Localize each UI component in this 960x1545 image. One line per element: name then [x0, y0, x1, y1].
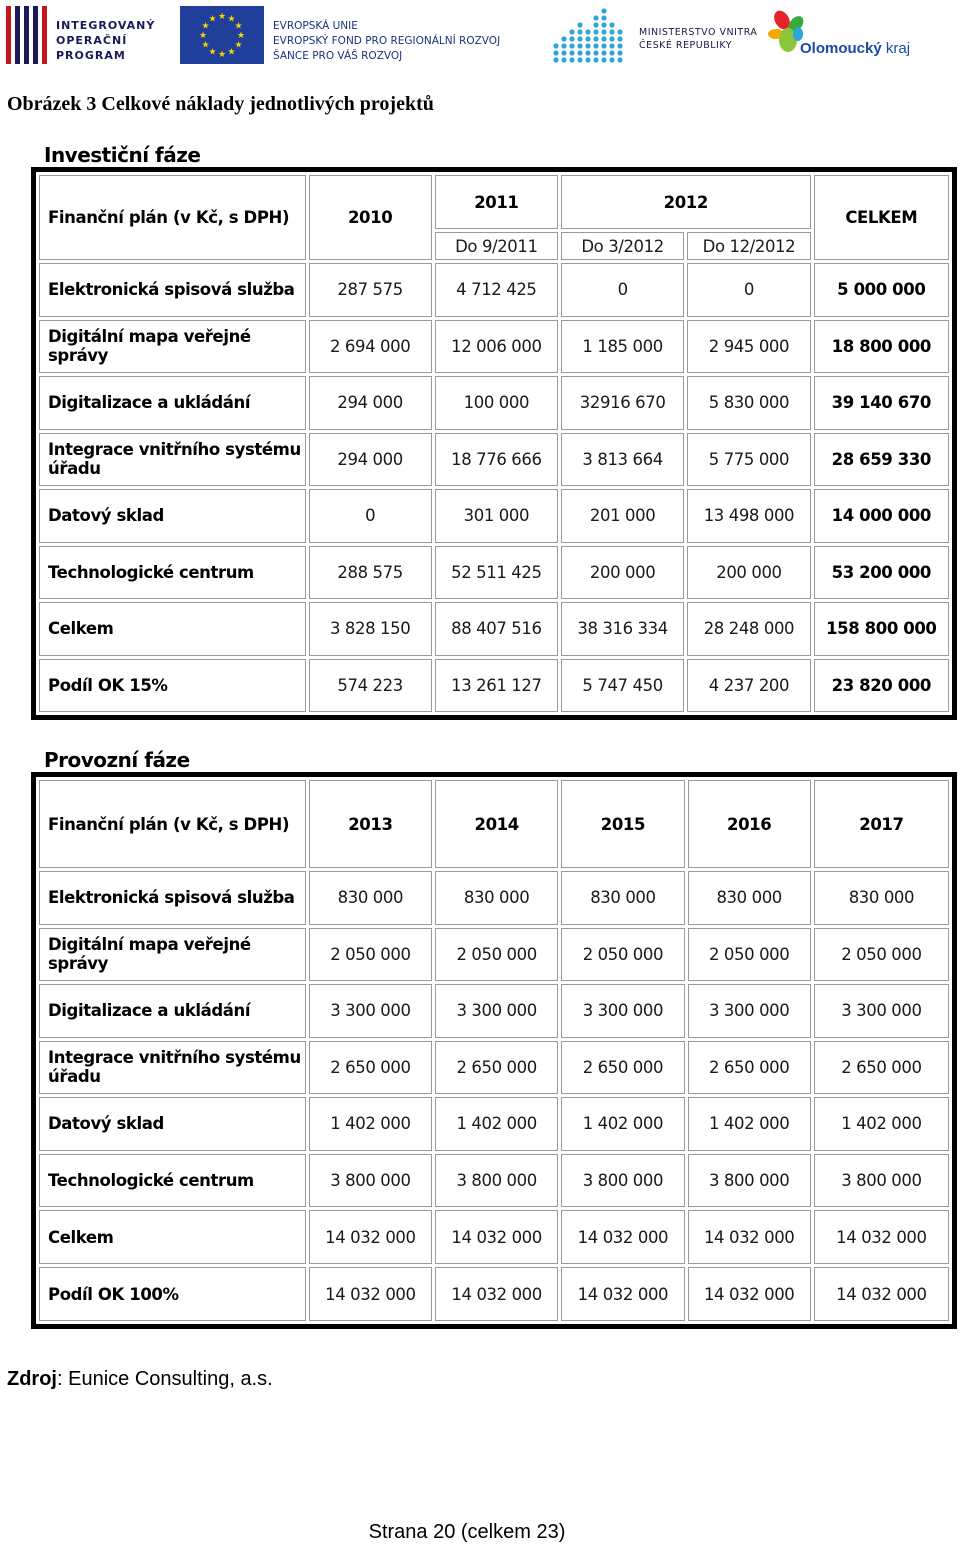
- value-cell: 2 650 000: [814, 1041, 949, 1095]
- period-header: Do 3/2012: [561, 232, 684, 260]
- value-cell: 287 575: [309, 263, 432, 317]
- mv-dot-icon: [617, 50, 622, 55]
- mv-dot-icon: [561, 43, 566, 48]
- mv-dots-icon: [552, 6, 628, 64]
- value-cell: 3 800 000: [814, 1154, 949, 1208]
- row-label: Datový sklad: [39, 1097, 306, 1151]
- value-cell: 1 402 000: [814, 1097, 949, 1151]
- mv-dot-icon: [593, 50, 598, 55]
- figure-caption: Obrázek 3 Celkové náklady jednotlivých projektů: [7, 93, 434, 115]
- value-cell: 52 511 425: [435, 546, 558, 600]
- table-row: [39, 546, 949, 600]
- header-logos: [0, 0, 960, 70]
- mv-dot-icon: [601, 22, 606, 27]
- value-cell: 3 300 000: [561, 984, 684, 1038]
- mv-logo-line: ČESKÉ REPUBLIKY: [639, 40, 733, 51]
- mv-dot-icon: [585, 29, 590, 34]
- total-cell: 39 140 670: [814, 376, 949, 430]
- mv-dot-icon: [577, 57, 582, 62]
- mv-dot-icon: [593, 22, 598, 27]
- total-cell: 5 000 000: [814, 263, 949, 317]
- mv-dot-icon: [617, 57, 622, 62]
- mv-dot-icon: [569, 29, 574, 34]
- source-note: [7, 1368, 273, 1391]
- mv-dot-icon: [601, 36, 606, 41]
- value-cell: 2 050 000: [814, 928, 949, 982]
- value-cell: 14 032 000: [561, 1267, 684, 1321]
- value-cell: 830 000: [814, 871, 949, 925]
- mv-dot-icon: [577, 50, 582, 55]
- eu-star-icon: ★: [234, 20, 243, 31]
- eu-star-icon: ★: [201, 20, 210, 31]
- table-row: [39, 376, 949, 430]
- value-cell: 0: [309, 489, 432, 543]
- summary-row: [39, 659, 949, 713]
- mv-dot-icon: [601, 8, 606, 13]
- value-cell: 830 000: [688, 871, 811, 925]
- row-label: Datový sklad: [39, 489, 306, 543]
- value-cell: 4 712 425: [435, 263, 558, 317]
- period-header: Do 12/2012: [687, 232, 810, 260]
- value-cell: 5 775 000: [687, 433, 810, 487]
- eu-flag-icon: [180, 6, 264, 64]
- value-cell: 13 261 127: [435, 659, 558, 713]
- mv-dot-icon: [553, 43, 558, 48]
- eu-star-icon: ★: [198, 30, 208, 40]
- value-cell: 2 650 000: [435, 1041, 558, 1095]
- row-label: Digitalizace a ukládání: [39, 984, 306, 1038]
- value-cell: 1 402 000: [435, 1097, 558, 1151]
- mv-dot-icon: [593, 36, 598, 41]
- mv-dot-icon: [609, 57, 614, 62]
- page-footer: Strana 20 (celkem 23): [368, 1521, 566, 1543]
- total-cell: 14 000 000: [814, 489, 949, 543]
- mv-dot-icon: [577, 43, 582, 48]
- operating-table: [31, 772, 957, 1329]
- value-cell: 2 694 000: [309, 320, 432, 374]
- mv-dot-icon: [593, 15, 598, 20]
- mv-dot-icon: [585, 50, 590, 55]
- mv-dot-icon: [585, 57, 590, 62]
- mv-dot-icon: [617, 29, 622, 34]
- value-cell: 88 407 516: [435, 602, 558, 656]
- table-row: [39, 1154, 949, 1208]
- value-cell: 830 000: [561, 871, 684, 925]
- value-cell: 200 000: [561, 546, 684, 600]
- eu-logo-line: ŠANCE PRO VÁŠ ROZVOJ: [273, 50, 403, 62]
- mv-dot-icon: [601, 29, 606, 34]
- value-cell: 1 402 000: [688, 1097, 811, 1151]
- eu-logo-line: EVROPSKÝ FOND PRO REGIONÁLNÍ ROZVOJ: [273, 35, 501, 47]
- value-cell: 201 000: [561, 489, 684, 543]
- source-text: : Eunice Consulting, a.s.: [57, 1368, 273, 1390]
- investment-phase-title: Investiční fáze: [44, 143, 201, 167]
- summary-row: [39, 1210, 949, 1264]
- eu-star-icon: ★: [217, 49, 227, 59]
- value-cell: 14 032 000: [688, 1267, 811, 1321]
- mv-dot-icon: [609, 50, 614, 55]
- operating-phase-title: Provozní fáze: [44, 748, 190, 772]
- value-cell: 3 800 000: [688, 1154, 811, 1208]
- value-cell: 38 316 334: [561, 602, 684, 656]
- value-cell: 18 776 666: [435, 433, 558, 487]
- mv-logo-line: MINISTERSTVO VNITRA: [639, 27, 758, 38]
- value-cell: 3 828 150: [309, 602, 432, 656]
- table-row: [39, 1041, 949, 1095]
- mv-dot-icon: [601, 50, 606, 55]
- finance-plan-header: Finanční plán (v Kč, s DPH): [39, 780, 306, 868]
- mv-dot-icon: [609, 29, 614, 34]
- value-cell: 2 050 000: [688, 928, 811, 982]
- table-row: [39, 928, 949, 982]
- value-cell: 294 000: [309, 433, 432, 487]
- value-cell: 14 032 000: [435, 1267, 558, 1321]
- mv-dot-icon: [577, 29, 582, 34]
- eu-star-icon: ★: [208, 46, 217, 57]
- year-header: 2017: [814, 780, 949, 868]
- value-cell: 3 813 664: [561, 433, 684, 487]
- value-cell: 0: [687, 263, 810, 317]
- total-cell: 18 800 000: [814, 320, 949, 374]
- value-cell: 5 830 000: [687, 376, 810, 430]
- mv-dot-icon: [569, 50, 574, 55]
- value-cell: 2 650 000: [309, 1041, 432, 1095]
- total-header: CELKEM: [814, 175, 949, 260]
- value-cell: 12 006 000: [435, 320, 558, 374]
- year-header: 2014: [435, 780, 558, 868]
- table-row: [39, 984, 949, 1038]
- source-label: Zdroj: [7, 1368, 57, 1390]
- value-cell: 5 747 450: [561, 659, 684, 713]
- value-cell: 14 032 000: [309, 1210, 432, 1264]
- value-cell: 100 000: [435, 376, 558, 430]
- value-cell: 288 575: [309, 546, 432, 600]
- value-cell: 14 032 000: [435, 1210, 558, 1264]
- value-cell: 2 050 000: [309, 928, 432, 982]
- value-cell: 301 000: [435, 489, 558, 543]
- eu-star-icon: ★: [227, 46, 236, 57]
- total-cell: 158 800 000: [814, 602, 949, 656]
- mv-dot-icon: [601, 43, 606, 48]
- mv-dot-icon: [561, 57, 566, 62]
- value-cell: 0: [561, 263, 684, 317]
- table-row: [39, 1097, 949, 1151]
- summary-row: [39, 1267, 949, 1321]
- total-cell: 23 820 000: [814, 659, 949, 713]
- mv-dot-icon: [561, 36, 566, 41]
- mv-dot-icon: [577, 22, 582, 27]
- olomouc-region-logo: [768, 10, 928, 64]
- iop-logo: [6, 6, 156, 64]
- row-label: Digitální mapa veřejné správy: [39, 320, 306, 374]
- mv-dot-icon: [617, 36, 622, 41]
- value-cell: 2 650 000: [561, 1041, 684, 1095]
- mv-dot-icon: [561, 50, 566, 55]
- mv-dot-icon: [601, 15, 606, 20]
- year-header: 2015: [561, 780, 684, 868]
- year-header: 2010: [309, 175, 432, 260]
- mv-dot-icon: [593, 29, 598, 34]
- finance-plan-header: Finanční plán (v Kč, s DPH): [39, 175, 306, 260]
- eu-logo: [180, 6, 516, 64]
- row-label: Digitalizace a ukládání: [39, 376, 306, 430]
- table-row: [39, 433, 949, 487]
- mv-dot-icon: [585, 36, 590, 41]
- summary-row: [39, 602, 949, 656]
- mv-dot-icon: [593, 43, 598, 48]
- iop-logo-line: OPERAČNÍ: [56, 34, 128, 47]
- value-cell: 14 032 000: [814, 1267, 949, 1321]
- value-cell: 3 300 000: [688, 984, 811, 1038]
- value-cell: 32916 670: [561, 376, 684, 430]
- row-label: Technologické centrum: [39, 1154, 306, 1208]
- year-header: 2013: [309, 780, 432, 868]
- mv-dot-icon: [609, 36, 614, 41]
- table-row: [39, 871, 949, 925]
- table-row: [39, 263, 949, 317]
- value-cell: 294 000: [309, 376, 432, 430]
- mv-dot-icon: [577, 36, 582, 41]
- value-cell: 574 223: [309, 659, 432, 713]
- value-cell: 200 000: [687, 546, 810, 600]
- value-cell: 3 800 000: [435, 1154, 558, 1208]
- olomouc-logo-bold: Olomoucký: [800, 40, 882, 57]
- row-label: Digitální mapa veřejné správy: [39, 928, 306, 982]
- eu-star-icon: ★: [236, 30, 246, 40]
- eu-star-icon: ★: [227, 13, 236, 24]
- value-cell: 14 032 000: [688, 1210, 811, 1264]
- row-label: Podíl OK 100%: [39, 1267, 306, 1321]
- eu-star-icon: ★: [208, 13, 217, 24]
- investment-table: [31, 167, 957, 720]
- value-cell: 13 498 000: [687, 489, 810, 543]
- eu-star-icon: ★: [201, 39, 210, 50]
- mv-dot-icon: [569, 43, 574, 48]
- mv-dot-icon: [601, 57, 606, 62]
- value-cell: 830 000: [309, 871, 432, 925]
- value-cell: 2 650 000: [688, 1041, 811, 1095]
- value-cell: 3 300 000: [814, 984, 949, 1038]
- value-cell: 1 402 000: [309, 1097, 432, 1151]
- row-label: Integrace vnitřního systému úřadu: [39, 1041, 306, 1095]
- eu-star-icon: ★: [217, 11, 227, 21]
- eu-star-icon: ★: [234, 39, 243, 50]
- value-cell: 2 050 000: [435, 928, 558, 982]
- value-cell: 28 248 000: [687, 602, 810, 656]
- value-cell: 3 800 000: [309, 1154, 432, 1208]
- row-label: Celkem: [39, 1210, 306, 1264]
- table-row: [39, 489, 949, 543]
- year-header: 2016: [688, 780, 811, 868]
- row-label: Integrace vnitřního systému úřadu: [39, 433, 306, 487]
- value-cell: 3 300 000: [309, 984, 432, 1038]
- period-header: Do 9/2011: [435, 232, 558, 260]
- mv-dot-icon: [569, 36, 574, 41]
- total-cell: 53 200 000: [814, 546, 949, 600]
- row-label: Elektronická spisová služba: [39, 263, 306, 317]
- iop-logo-line: PROGRAM: [56, 49, 126, 62]
- value-cell: 3 800 000: [561, 1154, 684, 1208]
- value-cell: 14 032 000: [814, 1210, 949, 1264]
- mv-dot-icon: [617, 43, 622, 48]
- eu-logo-line: EVROPSKÁ UNIE: [273, 20, 358, 32]
- mv-dot-icon: [553, 50, 558, 55]
- value-cell: 14 032 000: [309, 1267, 432, 1321]
- mv-dot-icon: [569, 57, 574, 62]
- value-cell: 830 000: [435, 871, 558, 925]
- mv-dot-icon: [609, 43, 614, 48]
- mv-dot-icon: [553, 57, 558, 62]
- total-cell: 28 659 330: [814, 433, 949, 487]
- year-header: 2012: [561, 175, 811, 229]
- row-label: Celkem: [39, 602, 306, 656]
- mv-dot-icon: [593, 57, 598, 62]
- value-cell: 14 032 000: [561, 1210, 684, 1264]
- olomouc-logo-rest: kraj: [885, 40, 911, 57]
- table-row: [39, 320, 949, 374]
- mv-dot-icon: [585, 43, 590, 48]
- row-label: Elektronická spisová služba: [39, 871, 306, 925]
- year-header: 2011: [435, 175, 558, 229]
- mv-logo: [552, 6, 762, 64]
- mv-dot-icon: [609, 22, 614, 27]
- value-cell: 2 945 000: [687, 320, 810, 374]
- value-cell: 4 237 200: [687, 659, 810, 713]
- value-cell: 1 185 000: [561, 320, 684, 374]
- row-label: Podíl OK 15%: [39, 659, 306, 713]
- value-cell: 1 402 000: [561, 1097, 684, 1151]
- iop-bars-icon: [6, 6, 48, 64]
- iop-logo-line: INTEGROVANÝ: [56, 19, 156, 32]
- value-cell: 3 300 000: [435, 984, 558, 1038]
- row-label: Technologické centrum: [39, 546, 306, 600]
- value-cell: 2 050 000: [561, 928, 684, 982]
